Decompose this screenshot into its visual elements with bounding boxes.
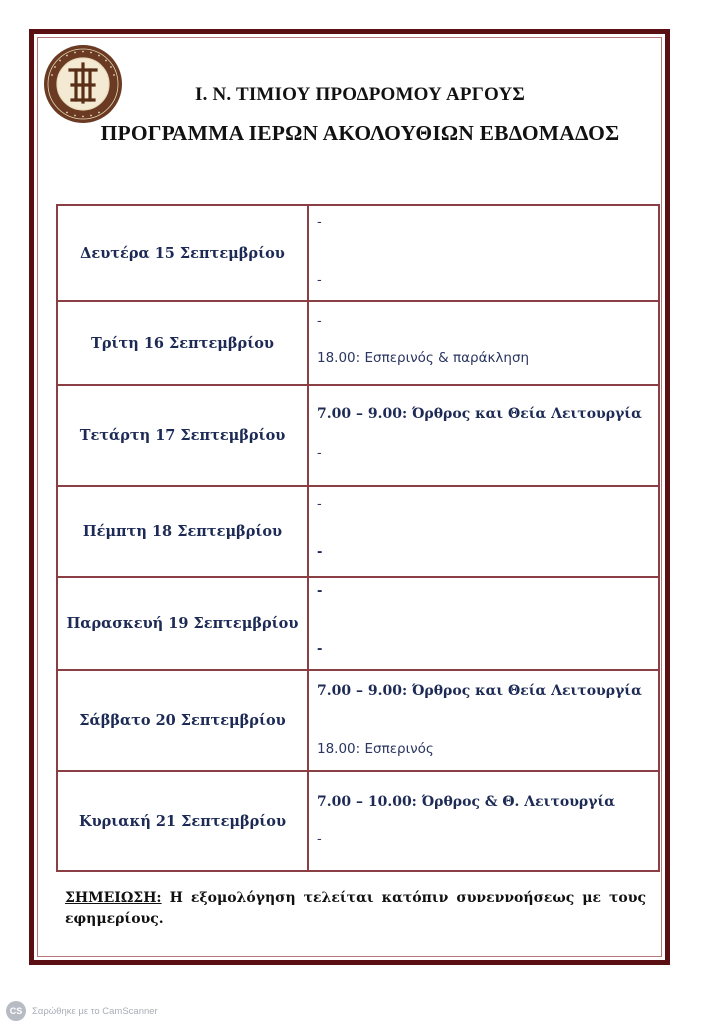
event-line: 18.00: Εσπερινός [317,741,434,757]
event-line: 7.00 – 10.00: Όρθρος & Θ. Λειτουργία [317,794,616,810]
note-paragraph [65,888,646,930]
event-line: - [317,215,322,230]
schedule-row [57,486,659,577]
events-cell [308,385,659,486]
event-line: 7.00 – 9.00: Όρθρος και Θεία Λειτουργία [317,683,642,699]
day-cell: Κυριακή 21 Σεπτεμβρίου [57,771,308,871]
note-text: Η εξομολόγηση τελείται κατόπιν συνεννοήσεως με τους εφημερίους. [65,890,646,927]
event-line: - [317,497,322,512]
event-line: - [317,314,322,329]
scanner-footer [6,1001,158,1021]
camscanner-logo-icon: CS [6,1001,26,1021]
event-line: 18.00: Εσπερινός & παράκληση [317,350,530,366]
event-line: - [317,832,322,847]
day-cell: Δευτέρα 15 Σεπτεμβρίου [57,205,308,301]
schedule-row [57,771,659,871]
event-line: - [317,584,323,599]
events-cell [308,301,659,385]
scanner-footer-text: Σαρώθηκε με το CamScanner [32,1005,158,1017]
event-line: - [317,273,322,288]
church-title: Ι. Ν. ΤΙΜΙΟΥ ΠΡΟΔΡΟΜΟΥ ΑΡΓΟΥΣ [194,84,526,105]
day-cell: Τρίτη 16 Σεπτεμβρίου [57,301,308,385]
events-cell [308,486,659,577]
day-cell: Πέμπτη 18 Σεπτεμβρίου [57,486,308,577]
schedule-row [57,577,659,670]
events-cell [308,205,659,301]
event-line: 7.00 – 9.00: Όρθρος και Θεία Λειτουργία [317,406,642,422]
schedule-row [57,301,659,385]
event-line: - [317,642,323,657]
schedule-row [57,670,659,771]
day-cell: Τετάρτη 17 Σεπτεμβρίου [57,385,308,486]
day-cell: Σάββατο 20 Σεπτεμβρίου [57,670,308,771]
day-cell: Παρασκευή 19 Σεπτεμβρίου [57,577,308,670]
events-cell [308,771,659,871]
schedule-title: ΠΡΟΓΡΑΜΜΑ ΙΕΡΩΝ ΑΚΟΛΟΥΘΙΩΝ ΕΒΔΟΜΑΔΟΣ [100,121,620,145]
events-cell [308,577,659,670]
event-line: - [317,545,323,560]
schedule-row [57,205,659,301]
schedule-row [57,385,659,486]
note-label: ΣΗΜΕΙΩΣΗ: [65,890,162,906]
event-line: - [317,446,322,461]
events-cell [308,670,659,771]
schedule-table [56,204,660,872]
